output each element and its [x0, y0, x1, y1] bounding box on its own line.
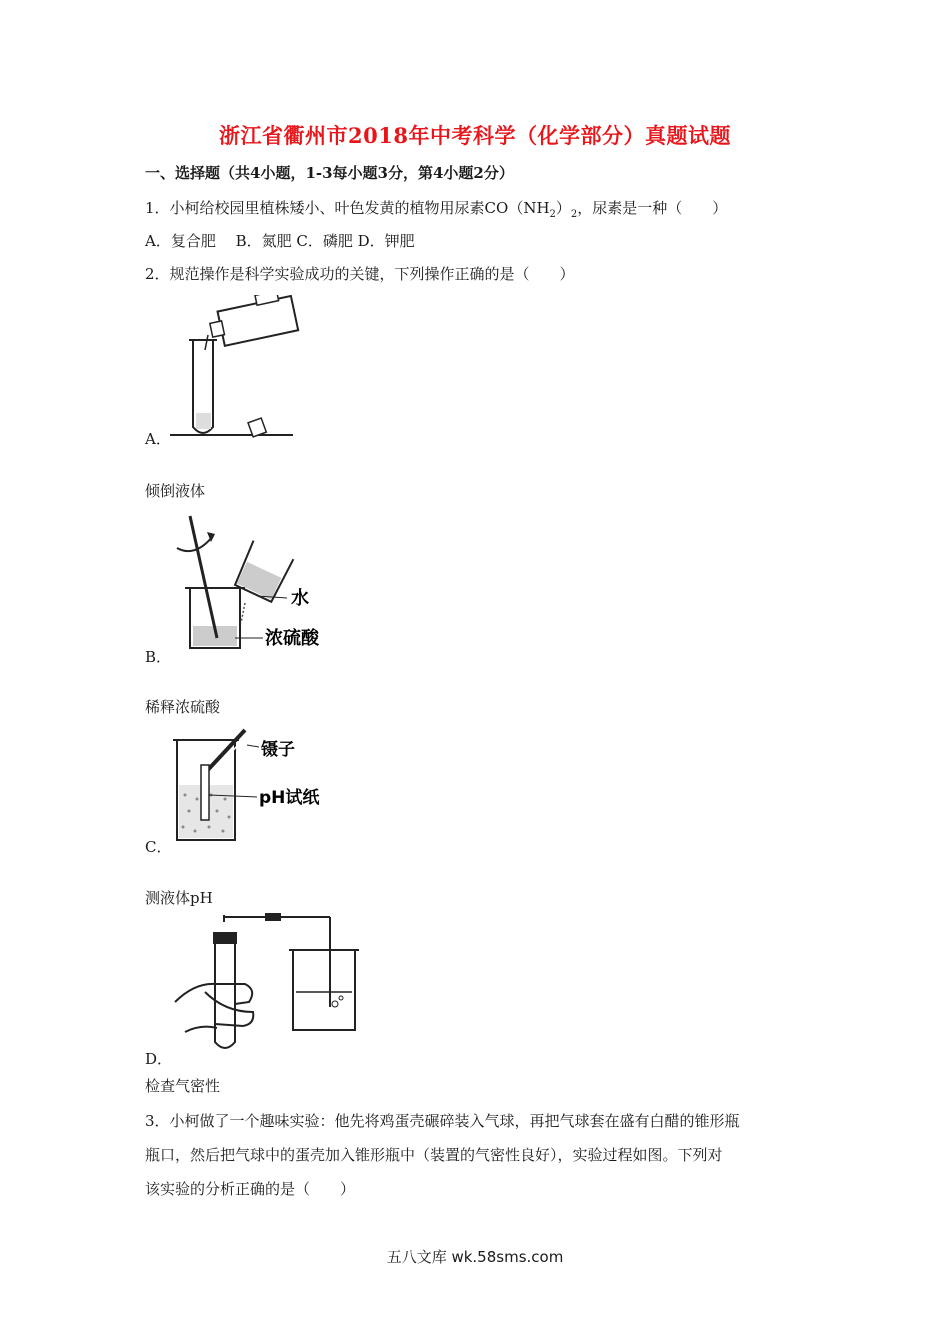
label-tweezers: 镊子 — [261, 740, 295, 760]
section-heading: 一、选择题（共4小题，1-3每小题3分，第4小题2分） — [145, 164, 514, 182]
q2-option-c-caption: 测液体pH — [145, 889, 213, 907]
q2-option-c-letter: C． — [145, 838, 172, 856]
question-3-line-3: 该实验的分析正确的是（ ） — [145, 1180, 356, 1198]
page-title: 浙江省衢州市2018年中考科学（化学部分）真题试题 — [219, 123, 731, 148]
q2-option-b-letter: B． — [145, 648, 172, 666]
q2-option-d-caption: 检查气密性 — [145, 1077, 221, 1095]
figure-pouring-liquid — [165, 295, 300, 440]
figure-diluting-acid — [165, 508, 330, 658]
label-conc-acid: 浓硫酸 — [265, 628, 319, 649]
question-3-line-2: 瓶口，然后把气球中的蛋壳加入锥形瓶中（装置的气密性良好），实验过程如图。下列对 — [145, 1146, 723, 1164]
q2-option-a-letter: A． — [145, 430, 171, 448]
label-ph-paper: pH试纸 — [259, 788, 320, 808]
question-3-stem — [145, 1104, 825, 1206]
figure-check-airtightness — [165, 912, 365, 1060]
q2-option-b-caption: 稀释浓硫酸 — [145, 698, 221, 716]
q2-option-d-letter: D． — [145, 1050, 173, 1068]
question-2-stem: 2．规范操作是科学实验成功的关键，下列操作正确的是（ ） — [145, 265, 575, 283]
figure-measure-ph — [165, 725, 330, 850]
question-1-stem: 1．小柯给校园里植株矮小、叶色发黄的植物用尿素$CO(NH_2)_2$，尿素是一种（ ） — [145, 199, 728, 220]
question-3-line-1: 3．小柯做了一个趣味实验：他先将鸡蛋壳碾碎装入气球，再把气球套在盛有白醋的锥形瓶 — [145, 1112, 740, 1130]
q2-option-a-caption: 倾倒液体 — [145, 482, 206, 500]
question-1-options: A．复合肥 B．氮肥 C．磷肥 D．钾肥 — [145, 232, 415, 250]
footer-watermark: 五八文库 wk.58sms.com — [386, 1248, 564, 1266]
label-water: 水 — [291, 588, 309, 609]
